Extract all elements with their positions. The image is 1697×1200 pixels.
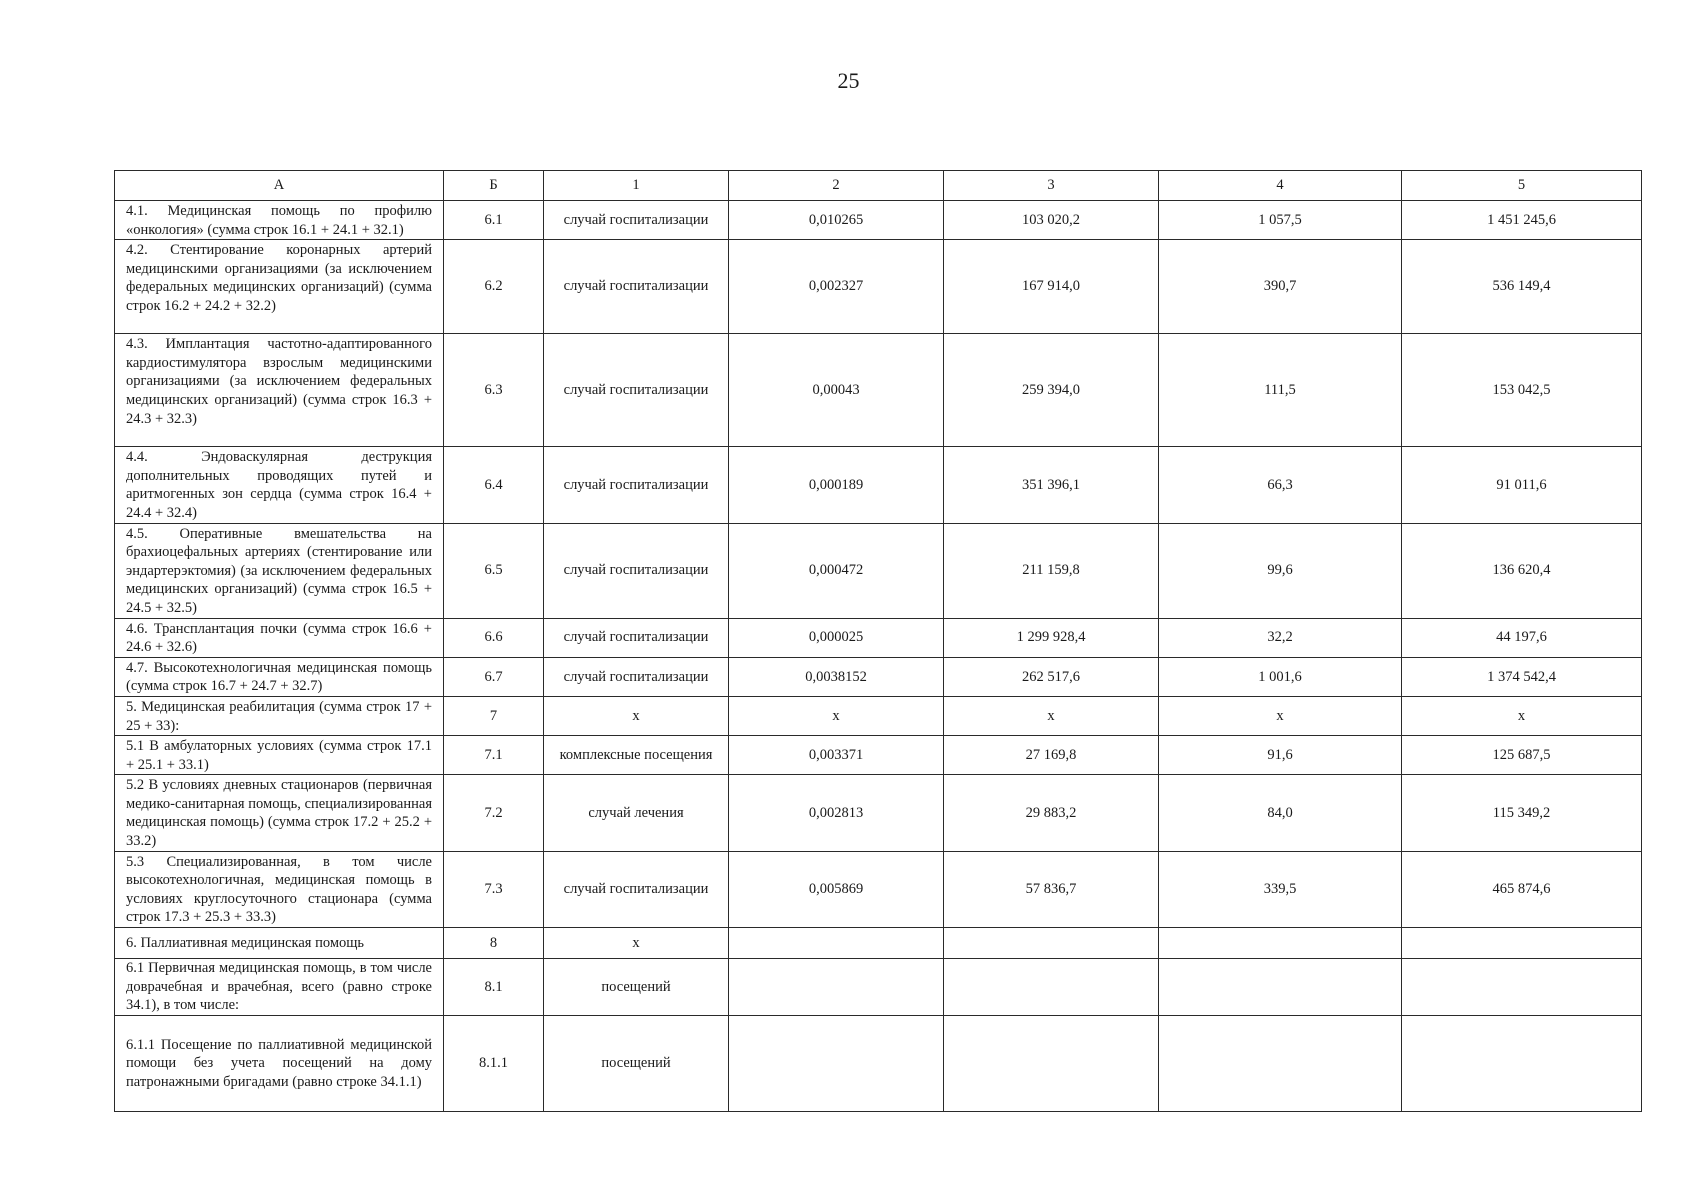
row-value-5-cell: 136 620,4 <box>1402 523 1642 618</box>
column-header-b: Б <box>444 171 544 201</box>
row-name-cell: 5. Медицинская реабилитация (сумма строк 17 + 25 + 33): <box>115 696 444 735</box>
row-value-3-cell: 103 020,2 <box>944 201 1159 240</box>
row-value-4-cell: 84,0 <box>1159 775 1402 851</box>
row-value-3-cell: 211 159,8 <box>944 523 1159 618</box>
table-row <box>115 523 1642 618</box>
row-value-5-cell: 536 149,4 <box>1402 240 1642 334</box>
row-value-2-cell: 0,005869 <box>729 851 944 927</box>
column-header-3: 3 <box>944 171 1159 201</box>
row-value-2-cell: 0,002327 <box>729 240 944 334</box>
row-value-5-cell: 465 874,6 <box>1402 851 1642 927</box>
row-value-2-cell: 0,00043 <box>729 334 944 447</box>
row-name-cell: 6. Паллиативная медицинская помощь <box>115 928 444 959</box>
row-value-3-cell: х <box>944 696 1159 735</box>
row-unit-cell: случай лечения <box>544 775 729 851</box>
row-value-2-cell: 0,000189 <box>729 447 944 523</box>
row-value-3-cell <box>944 959 1159 1016</box>
row-name-cell: 4.5. Оперативные вмешательства на брахиоцефальных артериях (стентирование или эндартерэктомия) (за исключением федеральных медицинских организаций) (сумма строк 16.5 + 24.5 + 32.5) <box>115 523 444 618</box>
row-code-cell: 6.5 <box>444 523 544 618</box>
table-row <box>115 618 1642 657</box>
row-value-3-cell: 1 299 928,4 <box>944 618 1159 657</box>
table-row <box>115 334 1642 447</box>
row-value-2-cell: 0,010265 <box>729 201 944 240</box>
row-unit-cell: случай госпитализации <box>544 447 729 523</box>
row-value-4-cell: 66,3 <box>1159 447 1402 523</box>
row-value-2-cell: х <box>729 696 944 735</box>
row-value-3-cell <box>944 1016 1159 1112</box>
row-code-cell: 7.3 <box>444 851 544 927</box>
row-value-3-cell: 167 914,0 <box>944 240 1159 334</box>
row-unit-cell: случай госпитализации <box>544 201 729 240</box>
row-name-cell: 4.3. Имплантация частотно-адаптированного кардиостимулятора взрослым медицинскими организациями (за исключением федеральных медицинских организаций) (сумма строк 16.3 + 24.3 + 32.3) <box>115 334 444 447</box>
row-value-3-cell: 351 396,1 <box>944 447 1159 523</box>
table-header-row <box>115 171 1642 201</box>
row-unit-cell: х <box>544 696 729 735</box>
row-code-cell: 7 <box>444 696 544 735</box>
row-value-3-cell <box>944 928 1159 959</box>
row-value-5-cell: 1 374 542,4 <box>1402 657 1642 696</box>
row-value-5-cell <box>1402 959 1642 1016</box>
row-value-2-cell: 0,0038152 <box>729 657 944 696</box>
column-header-5: 5 <box>1402 171 1642 201</box>
row-value-3-cell: 262 517,6 <box>944 657 1159 696</box>
row-value-3-cell: 29 883,2 <box>944 775 1159 851</box>
column-header-1: 1 <box>544 171 729 201</box>
row-value-4-cell <box>1159 928 1402 959</box>
row-value-2-cell: 0,003371 <box>729 736 944 775</box>
row-value-5-cell: 153 042,5 <box>1402 334 1642 447</box>
table-row <box>115 775 1642 851</box>
row-name-cell: 6.1 Первичная медицинская помощь, в том числе доврачебная и врачебная, всего (равно строке 34.1), в том числе: <box>115 959 444 1016</box>
row-value-2-cell <box>729 959 944 1016</box>
table-row <box>115 696 1642 735</box>
data-table <box>114 170 1642 1112</box>
table-row <box>115 1016 1642 1112</box>
row-value-5-cell <box>1402 928 1642 959</box>
row-code-cell: 7.2 <box>444 775 544 851</box>
row-value-5-cell: 44 197,6 <box>1402 618 1642 657</box>
row-unit-cell: случай госпитализации <box>544 618 729 657</box>
table-row <box>115 240 1642 334</box>
row-name-cell: 4.2. Стентирование коронарных артерий медицинскими организациями (за исключением федеральных медицинских организаций) (сумма строк 16.2 + 24.2 + 32.2) <box>115 240 444 334</box>
table-row <box>115 736 1642 775</box>
row-code-cell: 8.1 <box>444 959 544 1016</box>
row-code-cell: 6.7 <box>444 657 544 696</box>
row-name-cell: 6.1.1 Посещение по паллиативной медицинской помощи без учета посещений на дому патронажными бригадами (равно строке 34.1.1) <box>115 1016 444 1112</box>
row-value-2-cell <box>729 1016 944 1112</box>
row-value-4-cell: 390,7 <box>1159 240 1402 334</box>
row-value-4-cell <box>1159 1016 1402 1112</box>
table-row <box>115 657 1642 696</box>
row-unit-cell: случай госпитализации <box>544 240 729 334</box>
table-row <box>115 447 1642 523</box>
row-name-cell: 4.7. Высокотехнологичная медицинская помощь (сумма строк 16.7 + 24.7 + 32.7) <box>115 657 444 696</box>
row-name-cell: 5.2 В условиях дневных стационаров (первичная медико-санитарная помощь, специализированная медицинская помощь) (сумма строк 17.2 + 25.2 + 33.2) <box>115 775 444 851</box>
table-row <box>115 928 1642 959</box>
row-value-5-cell: х <box>1402 696 1642 735</box>
row-value-4-cell: 32,2 <box>1159 618 1402 657</box>
row-value-5-cell: 1 451 245,6 <box>1402 201 1642 240</box>
row-value-4-cell: 99,6 <box>1159 523 1402 618</box>
row-name-cell: 4.1. Медицинская помощь по профилю «онкология» (сумма строк 16.1 + 24.1 + 32.1) <box>115 201 444 240</box>
row-code-cell: 6.4 <box>444 447 544 523</box>
row-value-5-cell: 115 349,2 <box>1402 775 1642 851</box>
row-unit-cell: посещений <box>544 1016 729 1112</box>
row-value-4-cell: 1 057,5 <box>1159 201 1402 240</box>
row-unit-cell: х <box>544 928 729 959</box>
row-name-cell: 5.3 Специализированная, в том числе высокотехнологичная, медицинская помощь в условиях круглосуточного стационара (сумма строк 17.3 + 25.3 + 33.3) <box>115 851 444 927</box>
column-header-2: 2 <box>729 171 944 201</box>
row-unit-cell: случай госпитализации <box>544 334 729 447</box>
row-unit-cell: комплексные посещения <box>544 736 729 775</box>
row-value-4-cell: 111,5 <box>1159 334 1402 447</box>
row-code-cell: 8 <box>444 928 544 959</box>
row-code-cell: 7.1 <box>444 736 544 775</box>
row-value-5-cell <box>1402 1016 1642 1112</box>
row-value-4-cell: 91,6 <box>1159 736 1402 775</box>
row-name-cell: 5.1 В амбулаторных условиях (сумма строк 17.1 + 25.1 + 33.1) <box>115 736 444 775</box>
row-unit-cell: случай госпитализации <box>544 851 729 927</box>
row-unit-cell: случай госпитализации <box>544 657 729 696</box>
row-value-3-cell: 259 394,0 <box>944 334 1159 447</box>
row-name-cell: 4.6. Трансплантация почки (сумма строк 16.6 + 24.6 + 32.6) <box>115 618 444 657</box>
row-value-5-cell: 125 687,5 <box>1402 736 1642 775</box>
row-value-2-cell: 0,000025 <box>729 618 944 657</box>
row-value-2-cell: 0,002813 <box>729 775 944 851</box>
table-row <box>115 959 1642 1016</box>
row-value-5-cell: 91 011,6 <box>1402 447 1642 523</box>
row-value-4-cell: х <box>1159 696 1402 735</box>
page-number: 25 <box>837 68 860 93</box>
column-header-4: 4 <box>1159 171 1402 201</box>
row-value-3-cell: 27 169,8 <box>944 736 1159 775</box>
table-row <box>115 851 1642 927</box>
row-name-cell: 4.4. Эндоваскулярная деструкция дополнительных проводящих путей и аритмогенных зон сердца (сумма строк 16.4 + 24.4 + 32.4) <box>115 447 444 523</box>
row-code-cell: 6.3 <box>444 334 544 447</box>
row-value-2-cell: 0,000472 <box>729 523 944 618</box>
row-code-cell: 6.6 <box>444 618 544 657</box>
row-unit-cell: случай госпитализации <box>544 523 729 618</box>
row-code-cell: 6.2 <box>444 240 544 334</box>
row-unit-cell: посещений <box>544 959 729 1016</box>
row-code-cell: 8.1.1 <box>444 1016 544 1112</box>
row-value-3-cell: 57 836,7 <box>944 851 1159 927</box>
table-row <box>115 201 1642 240</box>
row-value-4-cell <box>1159 959 1402 1016</box>
row-value-4-cell: 1 001,6 <box>1159 657 1402 696</box>
column-header-a: А <box>115 171 444 201</box>
row-value-4-cell: 339,5 <box>1159 851 1402 927</box>
row-code-cell: 6.1 <box>444 201 544 240</box>
row-value-2-cell <box>729 928 944 959</box>
